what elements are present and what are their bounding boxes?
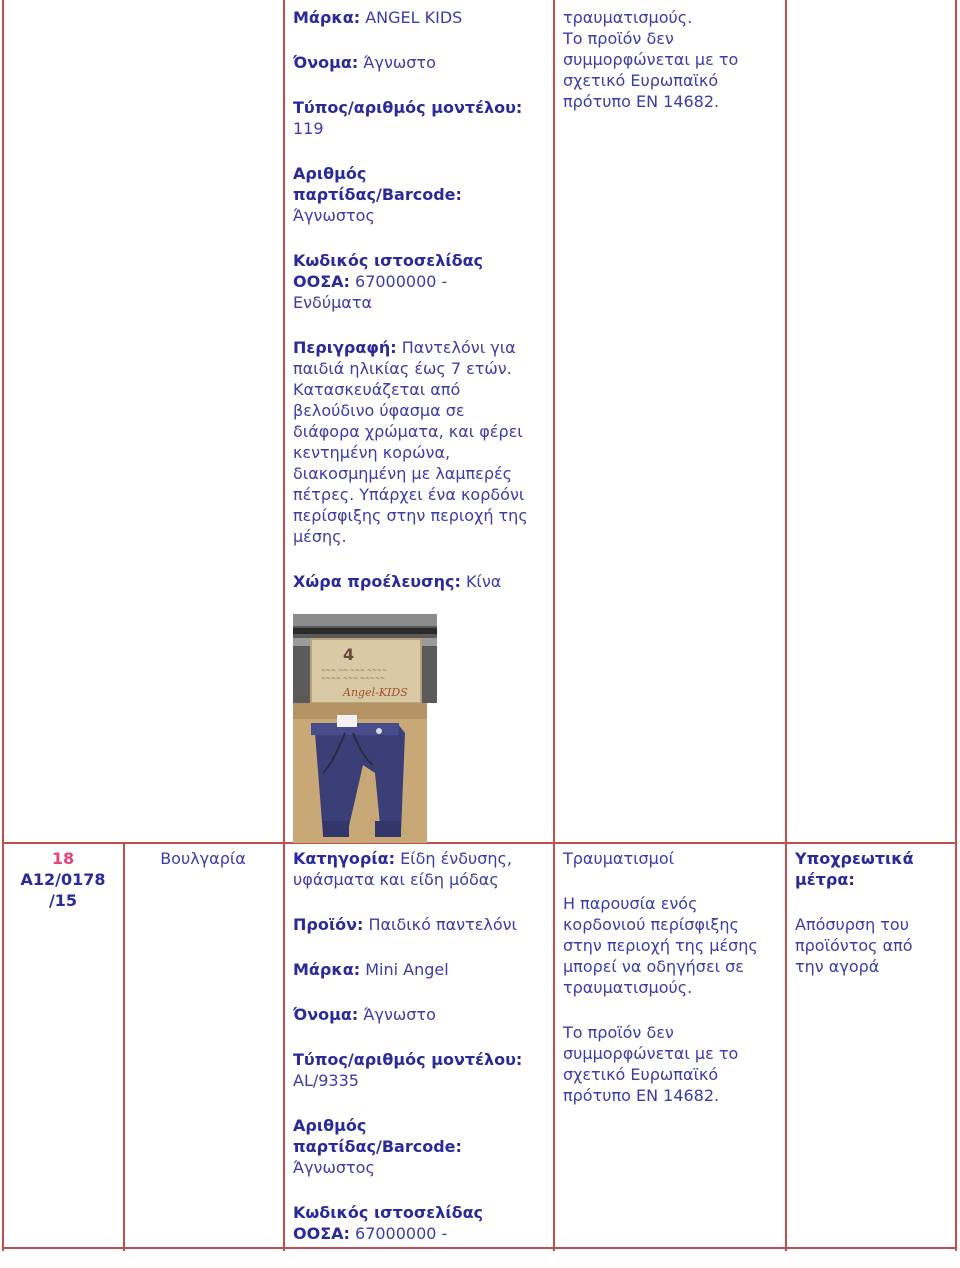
row-separator <box>2 842 957 844</box>
description-line: βελούδινο ύφασμα σε <box>293 401 465 420</box>
model-value: 119 <box>293 119 324 138</box>
risk-line: κορδονιού περίσφιξης <box>563 915 739 934</box>
product-pants-photo <box>293 703 427 843</box>
risk-cell <box>563 848 783 1130</box>
name-label: Όνομα: <box>293 53 359 72</box>
name-value: Άγνωστο <box>363 53 436 72</box>
table-border-right <box>955 0 957 1251</box>
oosa-value: 67000000 - <box>355 1224 448 1243</box>
batch-label-2: παρτίδας/Barcode: <box>293 1137 462 1156</box>
row-number-cell <box>4 848 122 911</box>
description-line: πέτρες. Υπάρχει ένα κορδόνι <box>293 485 525 504</box>
oosa-label-2: ΟΟΣΑ: <box>293 272 350 291</box>
table-border-left <box>2 0 4 1251</box>
prev-product-cell <box>293 7 551 616</box>
country-cell <box>125 848 281 869</box>
measures-line: την αγορά <box>795 957 880 976</box>
name-value: Άγνωστο <box>363 1005 436 1024</box>
risk-line: τραυματισμούς. <box>563 978 693 997</box>
table-border-col1 <box>123 843 125 1251</box>
batch-value: Άγνωστος <box>293 206 375 225</box>
category-value-2: υφάσματα και είδη μόδας <box>293 870 499 889</box>
table-border-col4 <box>785 0 787 1251</box>
svg-text:Angel-KIDS: Angel-KIDS <box>343 686 408 699</box>
brand-value: Mini Angel <box>365 960 449 979</box>
svg-text:4: 4 <box>343 645 355 664</box>
risk-title: Τραυματισμοί <box>563 849 675 868</box>
compliance-line: Το προϊόν δεν <box>563 1023 674 1042</box>
description-label: Περιγραφή: <box>293 338 397 357</box>
description-line: διάφορα χρώματα, και φέρει <box>293 422 523 441</box>
model-value: AL/9335 <box>293 1071 359 1090</box>
product-value: Παιδικό παντελόνι <box>368 915 517 934</box>
measures-line: προϊόντος από <box>795 936 913 955</box>
description-line: Παντελόνι για <box>401 338 516 357</box>
risk-line: τραυματισμούς. <box>563 8 693 27</box>
batch-label-2: παρτίδας/Barcode: <box>293 185 462 204</box>
row-number: 18 <box>51 849 75 868</box>
description-line: διακοσμημένη με λαμπερές <box>293 464 513 483</box>
description-line: Κατασκευάζεται από <box>293 380 461 399</box>
origin-value: Κίνα <box>465 572 502 591</box>
oosa-value: 67000000 - <box>355 272 448 291</box>
compliance-line: Το προϊόν δεν <box>563 29 674 48</box>
brand-label: Μάρκα: <box>293 8 361 27</box>
pants-photo-image <box>293 703 427 843</box>
reference-code-suffix: /15 <box>48 891 78 910</box>
product-label: Προϊόν: <box>293 915 364 934</box>
table-border-col2 <box>283 0 285 1251</box>
measures-label-2: μέτρα: <box>795 870 855 889</box>
origin-label: Χώρα προέλευσης: <box>293 572 461 591</box>
risk-line: στην περιοχή της μέσης <box>563 936 758 955</box>
batch-value: Άγνωστος <box>293 1158 375 1177</box>
description-line: περίσφιξης στην περιοχή της <box>293 506 528 525</box>
batch-label: Αριθμός <box>293 1116 367 1135</box>
reference-code: A12/0178 <box>20 870 106 889</box>
compliance-line: συμμορφώνεται με το <box>563 50 739 69</box>
category-value: Είδη ένδυσης, <box>400 849 512 868</box>
compliance-line: συμμορφώνεται με το <box>563 1044 739 1063</box>
description-line: κεντημένη κορώνα, <box>293 443 451 462</box>
risk-line: μπορεί να οδηγήσει σε <box>563 957 744 976</box>
model-label: Τύπος/αριθμός μοντέλου: <box>293 98 523 117</box>
risk-line: Η παρουσία ενός <box>563 894 698 913</box>
oosa-value-2: Ενδύματα <box>293 293 372 312</box>
model-label: Τύπος/αριθμός μοντέλου: <box>293 1050 523 1069</box>
oosa-label: Κωδικός ιστοσελίδας <box>293 1203 484 1222</box>
prev-risk-cell <box>563 7 783 136</box>
compliance-line: σχετικό Ευρωπαϊκό <box>563 71 719 90</box>
table-border-col3 <box>553 0 555 1251</box>
description-line: παιδιά ηλικίας έως 7 ετών. <box>293 359 512 378</box>
compliance-line: πρότυπο EN 14682. <box>563 92 720 111</box>
measures-label: Υποχρεωτικά <box>795 849 914 868</box>
brand-value: ANGEL KIDS <box>365 8 463 27</box>
name-label: Όνομα: <box>293 1005 359 1024</box>
svg-text:~~~ ~~ ~~~ ~~~~: ~~~ ~~ ~~~ ~~~~ <box>321 667 388 674</box>
svg-text:~~~~ ~~~ ~~~~~: ~~~~ ~~~ ~~~~~ <box>321 675 386 682</box>
product-label-photo <box>293 614 437 703</box>
label-photo-image <box>293 614 437 703</box>
brand-label: Μάρκα: <box>293 960 361 979</box>
measures-line: Απόσυρση του <box>795 915 909 934</box>
measures-cell <box>795 848 953 1001</box>
compliance-line: πρότυπο EN 14682. <box>563 1086 720 1105</box>
description-line: μέσης. <box>293 527 347 546</box>
oosa-label: Κωδικός ιστοσελίδας <box>293 251 484 270</box>
category-label: Κατηγορία: <box>293 849 395 868</box>
compliance-line: σχετικό Ευρωπαϊκό <box>563 1065 719 1084</box>
oosa-label-2: ΟΟΣΑ: <box>293 1224 350 1243</box>
product-cell <box>293 848 551 1268</box>
batch-label: Αριθμός <box>293 164 367 183</box>
notifying-country: Βουλγαρία <box>160 849 246 868</box>
